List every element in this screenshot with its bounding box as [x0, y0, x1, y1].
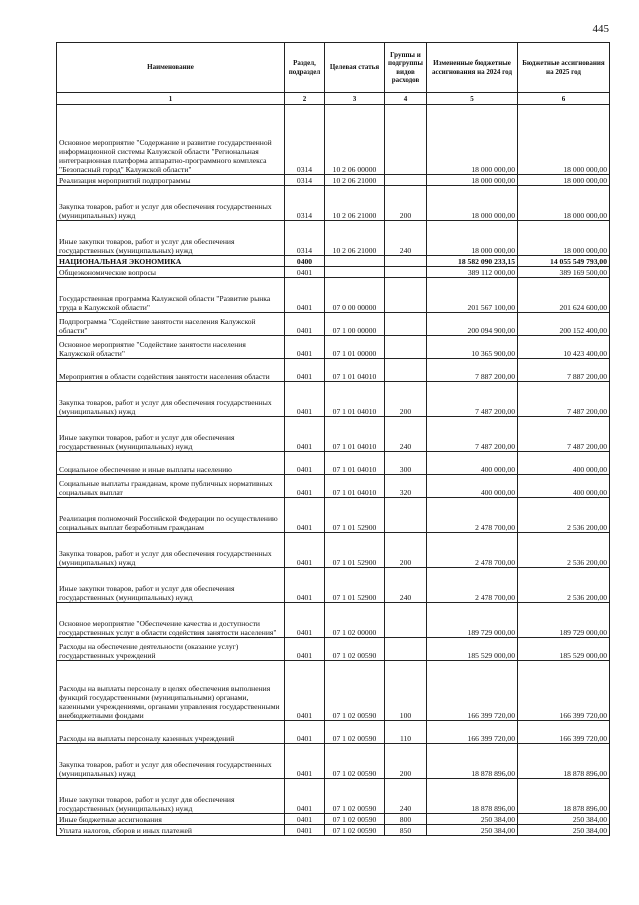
- row-target: 07 1 01 04010: [325, 417, 385, 452]
- row-value-2024: 18 878 896,00: [427, 744, 518, 779]
- header-changed-2024: Измененные бюджетные ассигнования на 2024 год: [427, 43, 518, 93]
- row-section: 0401: [285, 638, 325, 661]
- table-row: [57, 221, 610, 256]
- column-number: 1: [57, 93, 285, 105]
- row-name: Основное мероприятие "Содержание и развитие государственной информационной системы Калужской области "Региональная интеграционная платформа аппаратно-программного комплекса "Безопасный город" Калужской области": [57, 105, 285, 175]
- row-section: 0401: [285, 825, 325, 836]
- row-name: Иные закупки товаров, работ и услуг для обеспечения государственных (муниципальных) нужд: [57, 417, 285, 452]
- row-name: Иные закупки товаров, работ и услуг для обеспечения государственных (муниципальных) нужд: [57, 221, 285, 256]
- row-name: Общеэкономические вопросы: [57, 267, 285, 278]
- row-value-2024: 166 399 720,00: [427, 661, 518, 721]
- row-value-2024: 2 478 700,00: [427, 568, 518, 603]
- header-budget-2025: Бюджетные ассигнования на 2025 год: [518, 43, 610, 93]
- row-group: [385, 313, 427, 336]
- row-value-2024: 7 487 200,00: [427, 382, 518, 417]
- row-section: 0314: [285, 105, 325, 175]
- row-name: Государственная программа Калужской области "Развитие рынка труда в Калужской области": [57, 278, 285, 313]
- table-row: [57, 661, 610, 721]
- row-target: 07 1 00 00000: [325, 313, 385, 336]
- row-target: 07 1 01 04010: [325, 382, 385, 417]
- table-row: [57, 336, 610, 359]
- row-value-2025: 18 000 000,00: [518, 221, 610, 256]
- row-target: 07 1 01 04010: [325, 359, 385, 382]
- row-target: 07 0 00 00000: [325, 278, 385, 313]
- row-value-2025: 400 000,00: [518, 475, 610, 498]
- row-target: 10 2 06 00000: [325, 105, 385, 175]
- row-value-2025: 10 423 400,00: [518, 336, 610, 359]
- row-value-2025: 2 536 200,00: [518, 533, 610, 568]
- row-section: 0314: [285, 175, 325, 186]
- row-section: 0401: [285, 744, 325, 779]
- table-row: [57, 533, 610, 568]
- row-value-2025: 250 384,00: [518, 825, 610, 836]
- row-section: 0401: [285, 359, 325, 382]
- row-name: Расходы на обеспечение деятельности (оказание услуг) государственных учреждений: [57, 638, 285, 661]
- table-row: [57, 256, 610, 267]
- row-value-2024: 18 000 000,00: [427, 221, 518, 256]
- row-value-2025: 18 878 896,00: [518, 779, 610, 814]
- row-value-2024: 200 094 900,00: [427, 313, 518, 336]
- row-value-2025: 185 529 000,00: [518, 638, 610, 661]
- row-value-2025: 18 000 000,00: [518, 186, 610, 221]
- column-number: 6: [518, 93, 610, 105]
- row-value-2024: 18 582 090 233,15: [427, 256, 518, 267]
- row-group: [385, 175, 427, 186]
- row-value-2024: 18 878 896,00: [427, 779, 518, 814]
- row-section: 0314: [285, 186, 325, 221]
- row-value-2025: 250 384,00: [518, 814, 610, 825]
- row-value-2024: 389 112 000,00: [427, 267, 518, 278]
- row-section: 0401: [285, 533, 325, 568]
- table-row: [57, 814, 610, 825]
- row-section: 0400: [285, 256, 325, 267]
- table-row: [57, 186, 610, 221]
- page-number: 445: [592, 23, 609, 35]
- row-group: 240: [385, 779, 427, 814]
- row-name: Расходы на выплаты персоналу в целях обеспечения выполнения функций государственными (муниципальными) органами, казенными учреждениями, органами управления государственными внебюджетными фондами: [57, 661, 285, 721]
- row-name: Основное мероприятие "Содействие занятости населения Калужской области": [57, 336, 285, 359]
- table-row: [57, 825, 610, 836]
- row-value-2025: 200 152 400,00: [518, 313, 610, 336]
- row-value-2024: 10 365 900,00: [427, 336, 518, 359]
- row-section: 0401: [285, 382, 325, 417]
- table-row: [57, 417, 610, 452]
- row-name: Основное мероприятие "Обеспечение качества и доступности государственных услуг в области содействия занятости населения": [57, 603, 285, 638]
- table-row: [57, 638, 610, 661]
- row-target: 07 1 02 00000: [325, 603, 385, 638]
- row-target: [325, 267, 385, 278]
- row-name: НАЦИОНАЛЬНАЯ ЭКОНОМИКА: [57, 256, 285, 267]
- table-row: [57, 359, 610, 382]
- row-group: 800: [385, 814, 427, 825]
- row-group: 850: [385, 825, 427, 836]
- row-section: 0401: [285, 721, 325, 744]
- row-value-2024: 2 478 700,00: [427, 533, 518, 568]
- row-value-2024: 189 729 000,00: [427, 603, 518, 638]
- row-name: Закупка товаров, работ и услуг для обеспечения государственных (муниципальных) нужд: [57, 382, 285, 417]
- row-section: 0401: [285, 313, 325, 336]
- row-group: [385, 359, 427, 382]
- row-group: 110: [385, 721, 427, 744]
- row-section: 0401: [285, 267, 325, 278]
- table-row: [57, 779, 610, 814]
- row-section: 0401: [285, 452, 325, 475]
- row-group: [385, 105, 427, 175]
- column-number: 5: [427, 93, 518, 105]
- row-target: 07 1 01 04010: [325, 475, 385, 498]
- row-value-2024: 166 399 720,00: [427, 721, 518, 744]
- row-group: 300: [385, 452, 427, 475]
- row-name: Закупка товаров, работ и услуг для обеспечения государственных (муниципальных) нужд: [57, 533, 285, 568]
- row-target: 10 2 06 21000: [325, 221, 385, 256]
- row-value-2025: 201 624 600,00: [518, 278, 610, 313]
- row-target: 07 1 02 00590: [325, 814, 385, 825]
- table-row: [57, 744, 610, 779]
- row-value-2025: 166 399 720,00: [518, 661, 610, 721]
- row-group: 320: [385, 475, 427, 498]
- row-value-2024: 18 000 000,00: [427, 186, 518, 221]
- row-value-2025: 189 729 000,00: [518, 603, 610, 638]
- budget-table: [56, 42, 610, 836]
- row-value-2025: 7 487 200,00: [518, 417, 610, 452]
- table-header: [57, 43, 610, 93]
- row-section: 0401: [285, 498, 325, 533]
- row-section: 0401: [285, 603, 325, 638]
- row-value-2024: 7 487 200,00: [427, 417, 518, 452]
- row-section: 0401: [285, 475, 325, 498]
- row-group: [385, 278, 427, 313]
- row-value-2024: 18 000 000,00: [427, 175, 518, 186]
- row-group: 240: [385, 568, 427, 603]
- row-group: 240: [385, 221, 427, 256]
- row-value-2025: 7 887 200,00: [518, 359, 610, 382]
- table-row: [57, 313, 610, 336]
- table-body: [57, 105, 610, 836]
- row-group: [385, 336, 427, 359]
- row-section: 0401: [285, 568, 325, 603]
- row-target: 07 1 02 00590: [325, 744, 385, 779]
- row-name: Реализация мероприятий подпрограммы: [57, 175, 285, 186]
- row-group: 240: [385, 417, 427, 452]
- table-row: [57, 175, 610, 186]
- row-target: 10 2 06 21000: [325, 186, 385, 221]
- table-row: [57, 498, 610, 533]
- row-name: Иные бюджетные ассигнования: [57, 814, 285, 825]
- row-value-2025: 2 536 200,00: [518, 498, 610, 533]
- row-name: Иные закупки товаров, работ и услуг для обеспечения государственных (муниципальных) нужд: [57, 779, 285, 814]
- row-name: Закупка товаров, работ и услуг для обеспечения государственных (муниципальных) нужд: [57, 186, 285, 221]
- table-row: [57, 475, 610, 498]
- row-group: 200: [385, 744, 427, 779]
- row-value-2024: 7 887 200,00: [427, 359, 518, 382]
- row-target: [325, 256, 385, 267]
- row-target: 07 1 02 00590: [325, 661, 385, 721]
- row-target: 07 1 02 00590: [325, 779, 385, 814]
- header-name: Наименование: [57, 43, 285, 93]
- row-target: 07 1 02 00590: [325, 638, 385, 661]
- header-section: Раздел, подраздел: [285, 43, 325, 93]
- row-group: [385, 638, 427, 661]
- row-value-2025: 2 536 200,00: [518, 568, 610, 603]
- table-row: [57, 721, 610, 744]
- row-value-2024: 400 000,00: [427, 452, 518, 475]
- table-row: [57, 452, 610, 475]
- row-value-2025: 14 055 549 793,00: [518, 256, 610, 267]
- row-group: [385, 603, 427, 638]
- row-value-2024: 250 384,00: [427, 814, 518, 825]
- row-section: 0401: [285, 278, 325, 313]
- row-section: 0401: [285, 336, 325, 359]
- row-value-2025: 18 878 896,00: [518, 744, 610, 779]
- row-value-2025: 18 000 000,00: [518, 105, 610, 175]
- row-group: 200: [385, 382, 427, 417]
- header-target: Целевая статья: [325, 43, 385, 93]
- row-section: 0314: [285, 221, 325, 256]
- row-name: Социальное обеспечение и иные выплаты населению: [57, 452, 285, 475]
- row-section: 0401: [285, 779, 325, 814]
- row-value-2025: 389 169 500,00: [518, 267, 610, 278]
- row-target: 10 2 06 21000: [325, 175, 385, 186]
- row-target: 07 1 01 52900: [325, 568, 385, 603]
- row-value-2024: 2 478 700,00: [427, 498, 518, 533]
- row-value-2025: 7 487 200,00: [518, 382, 610, 417]
- table-row: [57, 603, 610, 638]
- row-target: 07 1 02 00590: [325, 721, 385, 744]
- row-group: 200: [385, 186, 427, 221]
- column-numbers-row: [57, 93, 610, 105]
- row-name: Социальные выплаты гражданам, кроме публичных нормативных социальных выплат: [57, 475, 285, 498]
- column-number: 2: [285, 93, 325, 105]
- row-target: 07 1 01 00000: [325, 336, 385, 359]
- row-group: [385, 256, 427, 267]
- row-group: 200: [385, 533, 427, 568]
- row-value-2024: 201 567 100,00: [427, 278, 518, 313]
- row-value-2024: 185 529 000,00: [427, 638, 518, 661]
- row-name: Мероприятия в области содействия занятости населения области: [57, 359, 285, 382]
- row-value-2025: 166 399 720,00: [518, 721, 610, 744]
- row-group: [385, 267, 427, 278]
- table-row: [57, 105, 610, 175]
- column-number: 4: [385, 93, 427, 105]
- row-value-2024: 18 000 000,00: [427, 105, 518, 175]
- row-value-2025: 400 000,00: [518, 452, 610, 475]
- row-value-2024: 250 384,00: [427, 825, 518, 836]
- row-name: Иные закупки товаров, работ и услуг для обеспечения государственных (муниципальных) нужд: [57, 568, 285, 603]
- table-row: [57, 568, 610, 603]
- table-row: [57, 278, 610, 313]
- row-name: Уплата налогов, сборов и иных платежей: [57, 825, 285, 836]
- row-name: Расходы на выплаты персоналу казенных учреждений: [57, 721, 285, 744]
- row-name: Реализация полномочий Российской Федерации по осуществлению социальных выплат безработным гражданам: [57, 498, 285, 533]
- row-target: 07 1 02 00590: [325, 825, 385, 836]
- row-target: 07 1 01 04010: [325, 452, 385, 475]
- row-section: 0401: [285, 661, 325, 721]
- table-row: [57, 267, 610, 278]
- row-section: 0401: [285, 814, 325, 825]
- row-target: 07 1 01 52900: [325, 533, 385, 568]
- row-target: 07 1 01 52900: [325, 498, 385, 533]
- row-value-2024: 400 000,00: [427, 475, 518, 498]
- table-row: [57, 382, 610, 417]
- row-group: 100: [385, 661, 427, 721]
- row-group: [385, 498, 427, 533]
- row-name: Закупка товаров, работ и услуг для обеспечения государственных (муниципальных) нужд: [57, 744, 285, 779]
- row-value-2025: 18 000 000,00: [518, 175, 610, 186]
- header-groups: Группы и подгруппы видов расходов: [385, 43, 427, 93]
- column-number: 3: [325, 93, 385, 105]
- row-section: 0401: [285, 417, 325, 452]
- row-name: Подпрограмма "Содействие занятости населения Калужской области": [57, 313, 285, 336]
